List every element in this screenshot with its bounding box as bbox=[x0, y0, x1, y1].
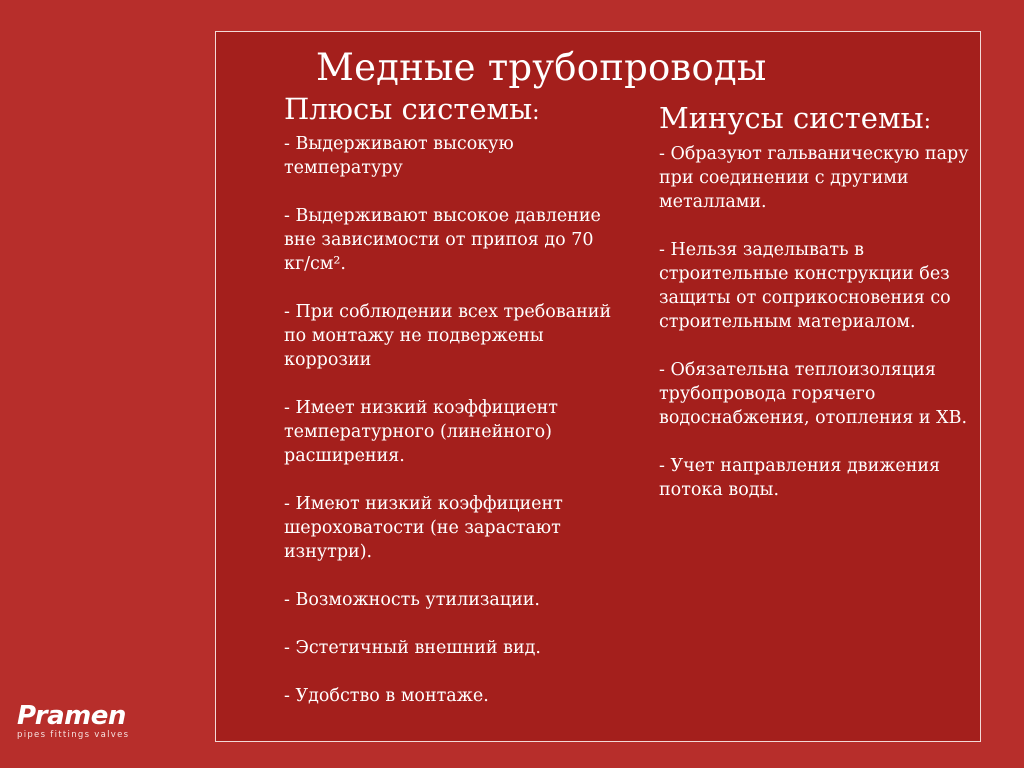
pros-item: - При соблюдении всех требований по монтажу не подвержены коррозии bbox=[284, 302, 612, 370]
cons-list bbox=[659, 142, 969, 526]
cons-item: - Учет направления движения потока воды. bbox=[659, 456, 941, 500]
pros-heading-colon: : bbox=[532, 100, 540, 125]
cons-heading bbox=[659, 101, 931, 139]
pros-list bbox=[284, 132, 614, 732]
pros-item: - Эстетичный внешний вид. bbox=[284, 638, 541, 658]
logo-tagline: pipes fittings valves bbox=[17, 730, 130, 740]
cons-item: - Образуют гальваническую пару при соединении с другими металлами. bbox=[659, 144, 969, 212]
cons-item: - Нельзя заделывать в строительные конструкции без защиты от соприкосновения со строительным материалом. bbox=[659, 240, 951, 332]
pros-item: - Имеют низкий коэффициент шероховатости (не зарастают изнутри). bbox=[284, 494, 563, 562]
content-panel bbox=[215, 31, 981, 742]
cons-heading-text: Минусы системы bbox=[659, 101, 924, 135]
pros-item: - Выдерживают высокую температуру bbox=[284, 134, 514, 178]
pros-item: - Возможность утилизации. bbox=[284, 590, 540, 610]
logo-wordmark: Pramen bbox=[17, 701, 126, 731]
cons-item: - Обязательна теплоизоляция трубопровода горячего водоснабжения, отопления и ХВ. bbox=[659, 360, 968, 428]
pros-heading-text: Плюсы системы bbox=[284, 92, 533, 126]
cons-heading-colon: : bbox=[923, 109, 932, 134]
pros-item: - Имеет низкий коэффициент температурного (линейного) расширения. bbox=[284, 398, 558, 466]
pros-item: - Выдерживают высокое давление вне зависимости от припоя до 70 кг/см². bbox=[284, 206, 601, 274]
pros-heading bbox=[284, 92, 540, 130]
pros-item: - Удобство в монтаже. bbox=[284, 686, 489, 706]
pramen-logo bbox=[17, 702, 147, 742]
slide-title: Медные трубопроводы bbox=[316, 46, 767, 89]
